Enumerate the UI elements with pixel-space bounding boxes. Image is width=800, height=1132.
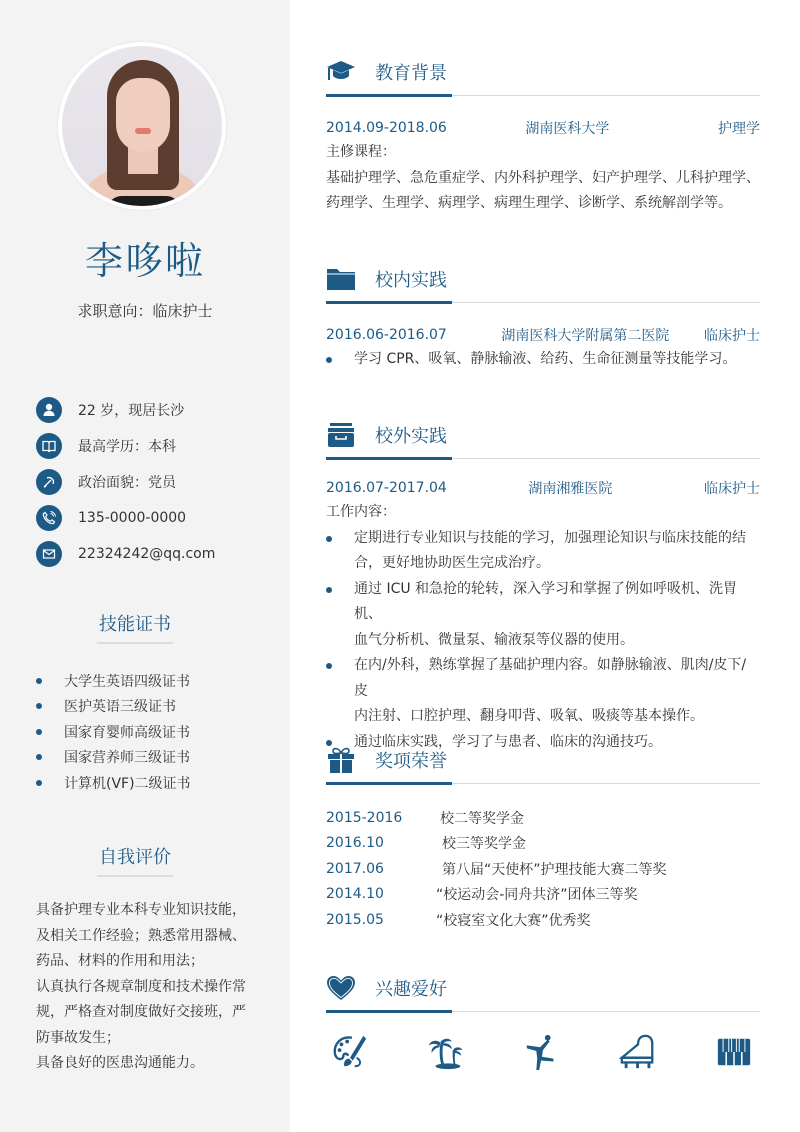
avatar-photo [62,46,222,206]
heart-icon [326,973,358,1003]
graduation-cap-icon [326,57,358,87]
campus-practice-row [326,322,760,347]
campus-practice-header [326,264,760,294]
self-eval-line: 及相关工作经验；熟悉常用器械、 [36,927,246,944]
bullet-icon [326,663,332,669]
award-row [326,856,760,882]
hobbies-header [326,973,760,1003]
external-practice-title: 校外实践 [375,426,447,447]
external-practice-section [326,420,760,755]
info-item-age [36,392,215,428]
bullet-icon [36,780,42,786]
skills-heading [0,610,270,644]
education-title: 教育背景 [375,63,447,84]
award-row [326,831,760,857]
section-rule [326,782,760,785]
award-date: 2014.10 [326,886,384,903]
self-eval-line: 防事故发生； [36,1029,120,1046]
award-date: 2015.05 [326,911,384,928]
list-item [36,694,191,720]
award-row [326,805,760,831]
list-item [36,668,191,694]
external-practice-row [326,475,760,500]
external-practice-bullets [326,526,760,756]
skill-text: 大学生英语四级证书 [64,673,190,690]
self-eval-title: 自我评价 [99,847,171,868]
education-school: 湖南医科大学 [525,120,610,137]
section-rule [326,94,760,97]
bullet-icon [326,357,332,363]
award-name: 校三等奖学金 [442,836,526,853]
list-item [326,347,760,373]
education-header [326,57,760,87]
campus-practice-title: 校内实践 [375,270,447,291]
hobbies-section [326,973,760,1013]
bullet-text: 通过 ICU 和急抢的轮转，深入学习和掌握了例如呼吸机、洗胃机、 血气分析机、微量泵、输液泵等仪器的使用。 [354,580,738,648]
self-eval-line: 具备良好的医患沟通能力。 [36,1055,204,1071]
bullet-text: 通过临床实践，学习了与患者、临床的沟通技巧。 [354,733,662,750]
campus-practice-org: 湖南医科大学附属第二医院 [501,327,670,344]
self-eval-line: 药品、材料的作用和用法； [36,953,204,969]
bullet-text: 定期进行专业知识与技能的学习，加强理论知识与临床技能的结 合，更好地协助医生完成治疗。 [354,529,746,571]
courses-line: 药理学、生理学、病理学、病理生理学、诊断学、系统解剖学等。 [326,195,732,211]
section-rule [326,1010,760,1013]
book-icon [36,433,62,459]
awards-title: 奖项荣誉 [375,751,447,772]
award-row [326,882,760,908]
section-rule [326,301,760,304]
bullet-text: 学习 CPR、吸氧、静脉输液、给药、生命征测量等技能学习。 [354,351,737,367]
phone-icon [36,505,62,531]
folder-icon [326,264,358,294]
bullet-icon [36,754,42,760]
self-eval-heading-rule [97,875,173,877]
bullet-icon [36,678,42,684]
travel-palm-tree-icon [426,1030,466,1074]
education-section [326,57,760,217]
self-eval-heading [0,843,270,877]
external-practice-header [326,420,760,450]
skill-text: 国家育婴师高级证书 [64,724,190,741]
work-content-label: 工作内容： [326,504,396,520]
list-item [326,653,760,730]
candidate-name: 李哆啦 [84,239,205,283]
list-item [36,745,191,771]
section-rule [326,457,760,460]
skill-text: 国家营养师三级证书 [64,750,190,767]
external-practice-role: 临床护士 [704,480,760,497]
hobbies-title: 兴趣爱好 [375,979,447,1000]
awards-list [326,805,760,933]
education-date: 2014.09-2018.06 [326,119,447,136]
personal-info-list [36,392,215,572]
sidebar [0,0,290,1132]
list-item [326,526,760,577]
bullet-icon [326,536,332,542]
awards-header [326,745,760,775]
mail-icon [36,541,62,567]
courses-line: 基础护理学、急危重症学、内外科护理学、妇产护理学、儿科护理学、 [326,169,760,186]
external-practice-org: 湖南湘雅医院 [528,480,613,497]
self-eval-text [36,898,266,1077]
user-icon [36,397,62,423]
info-email-text[interactable]: 22324242@qq.com [78,546,216,562]
list-item [36,719,191,745]
awards-section [326,745,760,933]
award-name: 第八届“天使杯”护理技能大赛二等奖 [442,861,667,878]
job-intent: 求职意向：临床护士 [77,302,213,320]
piano-icon [618,1030,658,1074]
list-item [36,770,191,796]
info-item-email [36,536,215,572]
main-content [290,0,800,1132]
info-age-text: 22 岁，现居长沙 [78,403,185,419]
award-name: 校二等奖学金 [440,810,524,827]
education-major: 护理学 [718,120,760,137]
party-emblem-icon [36,469,62,495]
bullet-text: 在内/外科，熟练掌握了基础护理内容。如静脉输液、肌肉/皮下/皮 内注射、口腔护理、翻身叩背、吸氧、吸痰等基本操作。 [354,657,747,724]
award-date: 2017.06 [326,860,384,877]
self-eval-line: 具备护理专业本科专业知识技能， [36,902,246,918]
award-date: 2016.10 [326,835,384,852]
info-phone-text[interactable]: 135-0000-0000 [78,510,187,526]
archive-box-icon [326,420,358,450]
campus-practice-bullets [326,347,760,373]
info-item-education [36,428,215,464]
bullet-icon [36,703,42,709]
campus-practice-role: 临床护士 [704,327,760,344]
self-eval-line: 认真执行各规章制度和技术操作常 [36,978,246,995]
painting-icon [330,1030,370,1074]
skills-heading-rule [97,642,173,644]
courses-label: 主修课程： [326,144,396,160]
skills-list [36,668,191,796]
campus-practice-date: 2016.06-2016.07 [326,326,447,343]
self-eval-line: 规，严格查对制度做好交接班，严 [36,1004,246,1020]
external-practice-date: 2016.07-2017.04 [326,479,447,496]
award-name: “校寝室文化大赛”优秀奖 [436,912,591,929]
skill-text: 医护英语三级证书 [64,699,176,716]
bullet-icon [326,587,332,593]
hobby-icons [326,1030,760,1074]
award-row [326,907,760,933]
campus-practice-section [326,264,760,373]
award-name: “校运动会-同舟共济”团体三等奖 [436,887,638,904]
skills-title: 技能证书 [99,614,171,635]
list-item [326,577,760,654]
award-date: 2015-2016 [326,809,403,826]
bullet-icon [36,729,42,735]
avatar [58,42,226,210]
keyboard-icon [714,1030,754,1074]
gift-icon [326,745,358,775]
skill-text: 计算机(VF)二级证书 [64,775,191,792]
info-education-text: 最高学历：本科 [78,439,176,455]
info-item-phone [36,500,215,536]
dance-icon [522,1030,562,1074]
info-item-political [36,464,215,500]
education-row [326,115,760,140]
info-political-text: 政治面貌：党员 [78,475,176,491]
